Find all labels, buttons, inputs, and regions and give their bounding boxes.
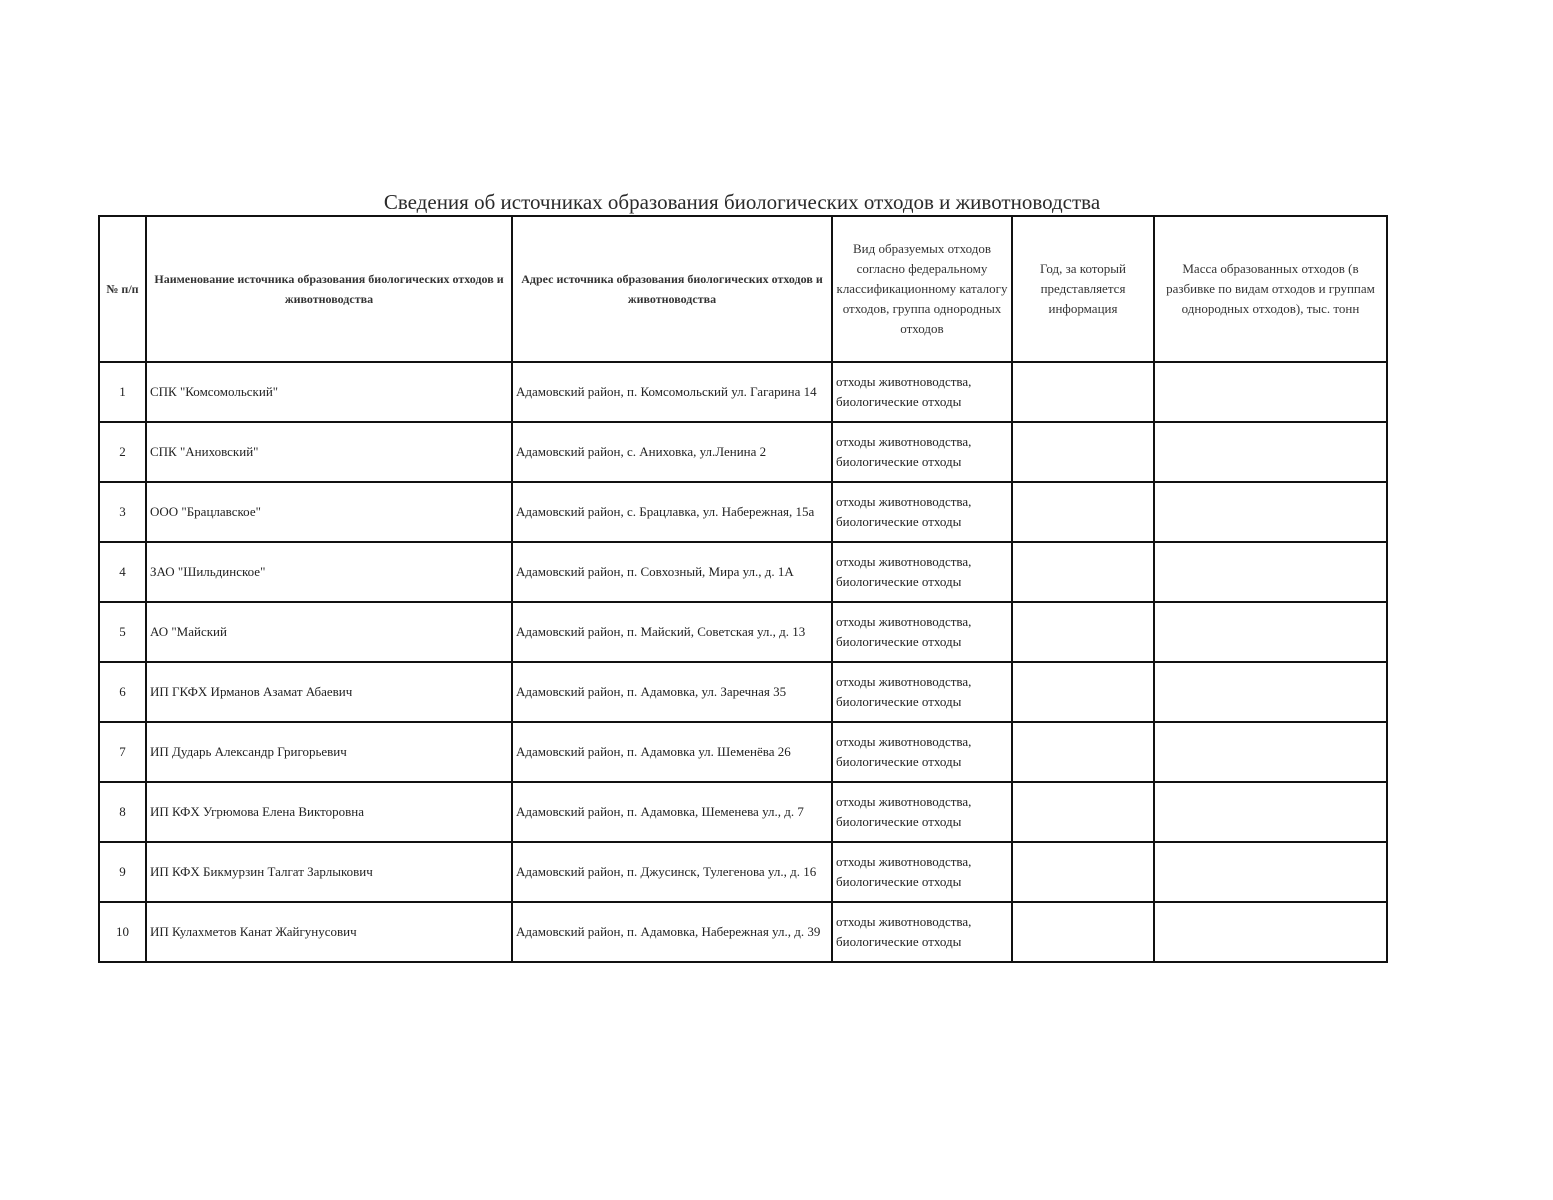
- year-cell: [1012, 842, 1154, 902]
- table-row: [99, 842, 1387, 902]
- table-row: [99, 482, 1387, 542]
- waste-kind-cell: отходы животноводства, биологические отходы: [832, 422, 1012, 482]
- waste-mass-cell: [1154, 722, 1387, 782]
- source-address-cell: Адамовский район, с. Брацлавка, ул. Набережная, 15а: [512, 482, 832, 542]
- source-address-cell: Адамовский район, с. Аниховка, ул.Ленина 2: [512, 422, 832, 482]
- row-number: 2: [99, 422, 146, 482]
- row-number: 9: [99, 842, 146, 902]
- sources-table: [98, 215, 1388, 963]
- table-row: [99, 362, 1387, 422]
- source-name-cell: ООО "Брацлавское": [146, 482, 512, 542]
- waste-kind-cell: отходы животноводства, биологические отходы: [832, 902, 1012, 962]
- row-number: 5: [99, 602, 146, 662]
- header-year: Год, за который представляется информация: [1012, 216, 1154, 362]
- waste-kind-cell: отходы животноводства, биологические отходы: [832, 722, 1012, 782]
- year-cell: [1012, 662, 1154, 722]
- year-cell: [1012, 722, 1154, 782]
- waste-mass-cell: [1154, 482, 1387, 542]
- table-header-row: [99, 216, 1387, 362]
- source-name-cell: ИП ГКФХ Ирманов Азамат Абаевич: [146, 662, 512, 722]
- source-address-cell: Адамовский район, п. Адамовка, Шеменева ул., д. 7: [512, 782, 832, 842]
- source-name-cell: ИП Кулахметов Канат Жайгунусович: [146, 902, 512, 962]
- source-address-cell: Адамовский район, п. Комсомольский ул. Гагарина 14: [512, 362, 832, 422]
- waste-mass-cell: [1154, 602, 1387, 662]
- waste-kind-cell: отходы животноводства, биологические отходы: [832, 662, 1012, 722]
- waste-kind-cell: отходы животноводства, биологические отходы: [832, 362, 1012, 422]
- waste-kind-cell: отходы животноводства, биологические отходы: [832, 542, 1012, 602]
- document-title: Сведения об источниках образования биологических отходов и животноводства: [383, 190, 1101, 214]
- row-number: 7: [99, 722, 146, 782]
- header-source-name: Наименование источника образования биологических отходов и животноводства: [146, 216, 512, 362]
- waste-kind-cell: отходы животноводства, биологические отходы: [832, 602, 1012, 662]
- year-cell: [1012, 482, 1154, 542]
- source-name-cell: АО "Майский: [146, 602, 512, 662]
- header-waste-mass: Масса образованных отходов (в разбивке по видам отходов и группам однородных отходов), тыс. тонн: [1154, 216, 1387, 362]
- table-row: [99, 602, 1387, 662]
- year-cell: [1012, 782, 1154, 842]
- waste-kind-cell: отходы животноводства, биологические отходы: [832, 842, 1012, 902]
- year-cell: [1012, 902, 1154, 962]
- source-name-cell: ЗАО "Шильдинское": [146, 542, 512, 602]
- waste-kind-cell: отходы животноводства, биологические отходы: [832, 482, 1012, 542]
- table-row: [99, 422, 1387, 482]
- waste-mass-cell: [1154, 542, 1387, 602]
- source-name-cell: ИП КФХ Бикмурзин Талгат Зарлыкович: [146, 842, 512, 902]
- table-row: [99, 542, 1387, 602]
- waste-mass-cell: [1154, 902, 1387, 962]
- waste-mass-cell: [1154, 422, 1387, 482]
- source-address-cell: Адамовский район, п. Майский, Советская ул., д. 13: [512, 602, 832, 662]
- year-cell: [1012, 602, 1154, 662]
- source-address-cell: Адамовский район, п. Джусинск, Тулегенова ул., д. 16: [512, 842, 832, 902]
- header-source-address: Адрес источника образования биологических отходов и животноводства: [512, 216, 832, 362]
- source-name-cell: ИП КФХ Угрюмова Елена Викторовна: [146, 782, 512, 842]
- table-row: [99, 902, 1387, 962]
- source-address-cell: Адамовский район, п. Совхозный, Мира ул., д. 1А: [512, 542, 832, 602]
- row-number: 4: [99, 542, 146, 602]
- row-number: 8: [99, 782, 146, 842]
- waste-mass-cell: [1154, 782, 1387, 842]
- year-cell: [1012, 542, 1154, 602]
- waste-mass-cell: [1154, 842, 1387, 902]
- row-number: 3: [99, 482, 146, 542]
- source-address-cell: Адамовский район, п. Адамовка ул. Шеменёва 26: [512, 722, 832, 782]
- year-cell: [1012, 362, 1154, 422]
- row-number: 6: [99, 662, 146, 722]
- year-cell: [1012, 422, 1154, 482]
- source-name-cell: СПК "Комсомольский": [146, 362, 512, 422]
- table-row: [99, 782, 1387, 842]
- row-number: 10: [99, 902, 146, 962]
- table-row: [99, 722, 1387, 782]
- source-address-cell: Адамовский район, п. Адамовка, Набережная ул., д. 39: [512, 902, 832, 962]
- source-address-cell: Адамовский район, п. Адамовка, ул. Заречная 35: [512, 662, 832, 722]
- table-row: [99, 662, 1387, 722]
- header-waste-kind: Вид образуемых отходов согласно федеральному классификационному каталогу отходов, группа однородных отходов: [832, 216, 1012, 362]
- waste-kind-cell: отходы животноводства, биологические отходы: [832, 782, 1012, 842]
- row-number: 1: [99, 362, 146, 422]
- waste-mass-cell: [1154, 362, 1387, 422]
- waste-mass-cell: [1154, 662, 1387, 722]
- source-name-cell: ИП Дударь Александр Григорьевич: [146, 722, 512, 782]
- source-name-cell: СПК "Аниховский": [146, 422, 512, 482]
- header-number: № п/п: [99, 216, 146, 362]
